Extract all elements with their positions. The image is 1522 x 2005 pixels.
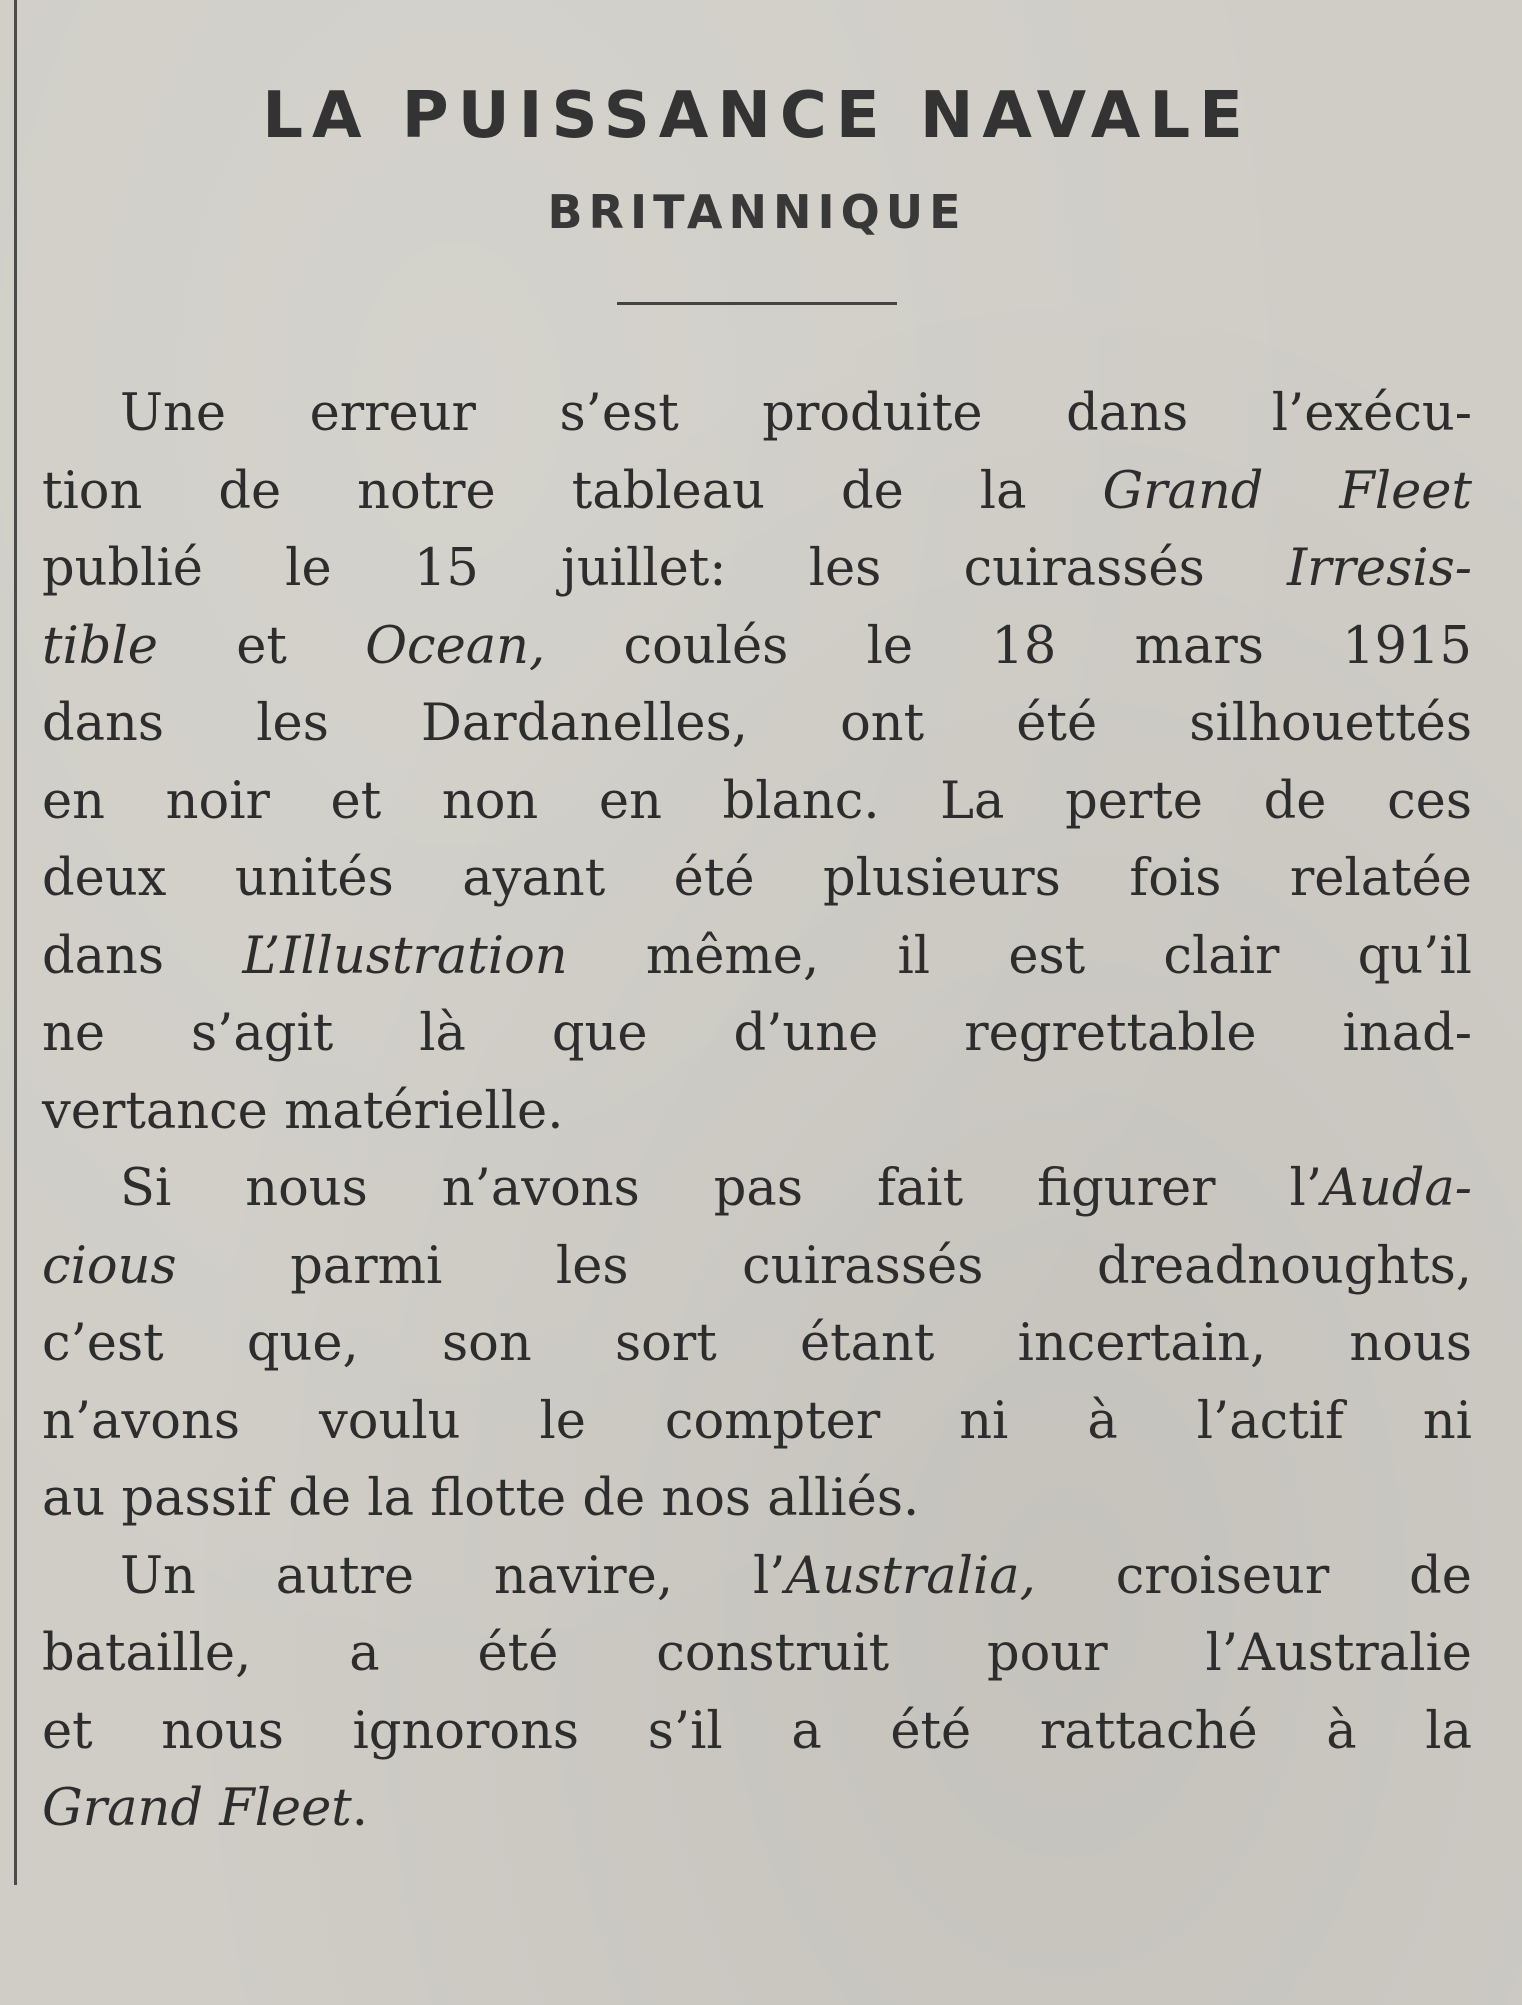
article-title: LA PUISSANCE NAVALE	[262, 79, 1252, 153]
text-line: Un autre navire, l’Australia, croiseur de	[120, 1546, 1472, 1606]
text-line: tible et Ocean, coulés le 18 mars 1915	[42, 616, 1472, 676]
text-line: Grand Fleet.	[42, 1779, 369, 1838]
text-line: dans L’Illustration même, il est clair qu’il	[42, 926, 1472, 986]
text-line: Si nous n’avons pas fait figurer l’Auda-	[120, 1159, 1472, 1218]
column-rule	[14, 0, 17, 1885]
text-line: vertance matérielle.	[42, 1081, 564, 1141]
text-line: deux unités ayant été plusieurs fois relatée	[42, 849, 1472, 908]
text-line: cious parmi les cuirassés dreadnoughts,	[42, 1236, 1472, 1296]
text-line: et nous ignorons s’il a été rattaché à la	[42, 1701, 1472, 1761]
text-line: dans les Dardanelles, ont été silhouettés	[42, 694, 1472, 753]
text-line: bataille, a été construit pour l’Australie	[42, 1624, 1472, 1683]
title-divider	[617, 302, 897, 305]
text-line: au passif de la flotte de nos alliés.	[42, 1469, 920, 1528]
article-body	[42, 375, 1472, 1848]
text-line: ne s’agit là que d’une regrettable inad-	[42, 1004, 1472, 1063]
text-line: n’avons voulu le compter ni à l’actif ni	[42, 1391, 1472, 1451]
article-subtitle: BRITANNIQUE	[547, 185, 967, 239]
text-line: Une erreur s’est produite dans l’exécu-	[120, 384, 1472, 443]
text-line: c’est que, son sort étant incertain, nous	[42, 1314, 1472, 1373]
article	[42, 60, 1472, 1848]
text-line: en noir et non en blanc. La perte de ces	[42, 771, 1472, 831]
text-line: tion de notre tableau de la Grand Fleet	[42, 461, 1472, 521]
text-line: publié le 15 juillet: les cuirassés Irresis-	[42, 539, 1472, 598]
